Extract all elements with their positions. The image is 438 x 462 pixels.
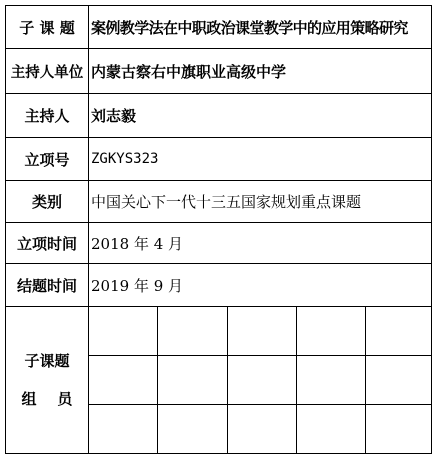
label-completion-time: 结题时间 bbox=[16, 276, 77, 295]
value-completion-time: 2019 年 9 月 bbox=[91, 276, 184, 295]
label-subtopic-members bbox=[6, 307, 88, 453]
member-grid-col bbox=[157, 306, 158, 454]
value-host-unit: 内蒙古察右中旗职业高级中学 bbox=[91, 62, 287, 81]
member-grid-col bbox=[365, 306, 366, 454]
member-grid-col bbox=[296, 306, 297, 454]
value-project-no: ZGKYS323 bbox=[91, 151, 159, 167]
label-approval-time: 立项时间 bbox=[16, 234, 77, 253]
label-host-unit: 主持人单位 bbox=[10, 64, 84, 81]
label-members-line1: 子课题 bbox=[24, 352, 70, 370]
label-subtopic: 子 课 题 bbox=[19, 18, 75, 37]
label-members-line2: 组 员 bbox=[21, 390, 73, 408]
label-category: 类别 bbox=[31, 193, 62, 211]
value-subtopic: 案例教学法在中职政治课堂教学中的应用策略研究 bbox=[91, 18, 408, 37]
member-grid-row bbox=[88, 404, 432, 405]
label-project-no: 立项号 bbox=[24, 150, 70, 169]
value-category: 中国关心下一代十三五国家规划重点课题 bbox=[91, 193, 362, 211]
value-approval-time: 2018 年 4 月 bbox=[91, 234, 184, 253]
label-host: 主持人 bbox=[24, 107, 70, 125]
member-grid-col bbox=[227, 306, 228, 454]
member-grid-row bbox=[88, 355, 432, 356]
value-host: 刘志毅 bbox=[91, 107, 137, 125]
